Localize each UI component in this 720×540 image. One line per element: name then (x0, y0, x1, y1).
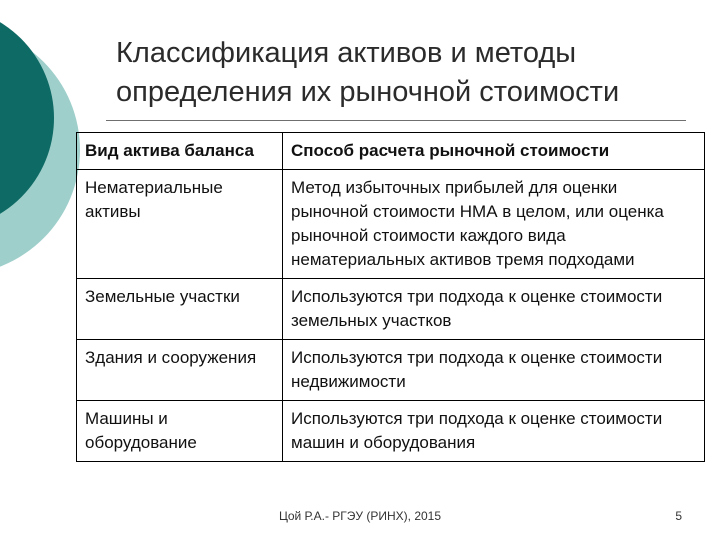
header-asset-type: Вид актива баланса (77, 133, 283, 170)
asset-classification-table (76, 132, 705, 462)
table-row (77, 279, 705, 340)
table-row (77, 401, 705, 462)
asset-type-cell: Земельные участки (77, 279, 283, 340)
asset-type-cell: Здания и сооружения (77, 340, 283, 401)
slide-title: Классификация активов и методы определения их рыночной стоимости (116, 37, 620, 108)
page-number: 5 (675, 509, 682, 523)
decorative-circles (0, 0, 80, 300)
footer-author: Цой Р.А.- РГЭУ (РИНХ), 2015 (278, 509, 442, 523)
valuation-method-cell: Используются три подхода к оценке стоимости земельных участков (283, 279, 705, 340)
table-header-row (77, 133, 705, 170)
valuation-method-cell: Используются три подхода к оценке стоимости машин и оборудования (283, 401, 705, 462)
valuation-method-cell: Используются три подхода к оценке стоимости недвижимости (283, 340, 705, 401)
valuation-method-cell: Метод избыточных прибылей для оценки рыночной стоимости НМА в целом, или оценка рыночной стоимости каждого вида нематериальных активов тремя подходами (283, 170, 705, 279)
table-row (77, 340, 705, 401)
table-row (77, 170, 705, 279)
header-valuation-method: Способ расчета рыночной стоимости (283, 133, 705, 170)
title-divider (106, 120, 686, 121)
decorative-circles-graphic (0, 0, 80, 300)
asset-type-cell: Нематериальные активы (77, 170, 283, 279)
asset-type-cell: Машины и оборудование (77, 401, 283, 462)
